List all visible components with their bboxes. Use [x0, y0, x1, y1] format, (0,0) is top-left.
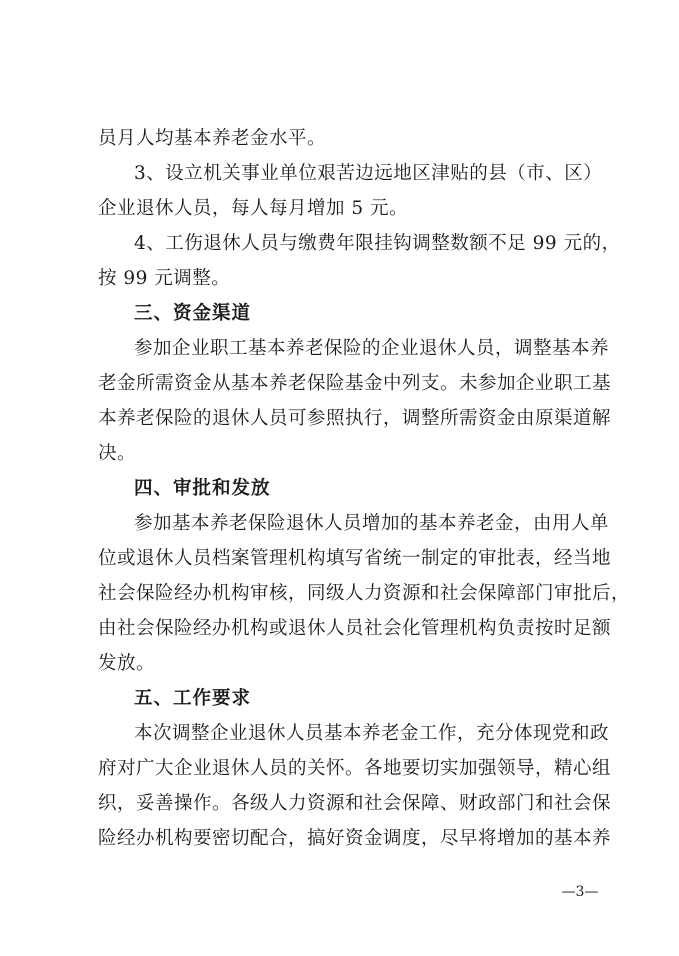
section-heading: 三、资金渠道	[134, 303, 252, 324]
text-line: 由社会保险经办机构或退休人员社会化管理机构负责按时足额	[98, 618, 612, 639]
text-line: 决。	[98, 443, 137, 464]
text-line: 险经办机构要密切配合，搞好资金调度，尽早将增加的基本养	[98, 828, 612, 849]
text-line: 老金所需资金从基本养老保险基金中列支。未参加企业职工基	[98, 373, 612, 394]
text-line: 位或退休人员档案管理机构填写省统一制定的审批表，经当地	[98, 548, 612, 569]
text-line: 本次调整企业退休人员基本养老金工作，充分体现党和政	[134, 723, 610, 744]
page-number: —3—	[561, 884, 599, 900]
text-line: 参加基本养老保险退休人员增加的基本养老金，由用人单	[134, 513, 610, 534]
text-line: 本养老保险的退休人员可参照执行，调整所需资金由原渠道解	[98, 408, 612, 429]
text-line: 社会保险经办机构审核，同级人力资源和社会保障部门审批后，	[98, 583, 631, 604]
text-line: 发放。	[98, 653, 156, 674]
text-line: 府对广大企业退休人员的关怀。各地要切实加强领导，精心组	[98, 758, 612, 779]
text-line: 员月人均基本养老金水平。	[98, 128, 327, 149]
text-line: 织，妥善操作。各级人力资源和社会保障、财政部门和社会保	[98, 793, 612, 814]
section-heading: 五、工作要求	[134, 688, 252, 709]
text-line: 4、工伤退休人员与缴费年限挂钩调整数额不足 99 元的，	[134, 233, 621, 254]
text-line: 按 99 元调整。	[98, 268, 231, 289]
text-line: 3、设立机关事业单位艰苦边远地区津贴的县（市、区）	[134, 163, 603, 184]
text-line: 参加企业职工基本养老保险的企业退休人员，调整基本养	[134, 338, 610, 359]
section-heading: 四、审批和发放	[134, 478, 271, 499]
text-line: 企业退休人员，每人每月增加 5 元。	[98, 198, 409, 219]
